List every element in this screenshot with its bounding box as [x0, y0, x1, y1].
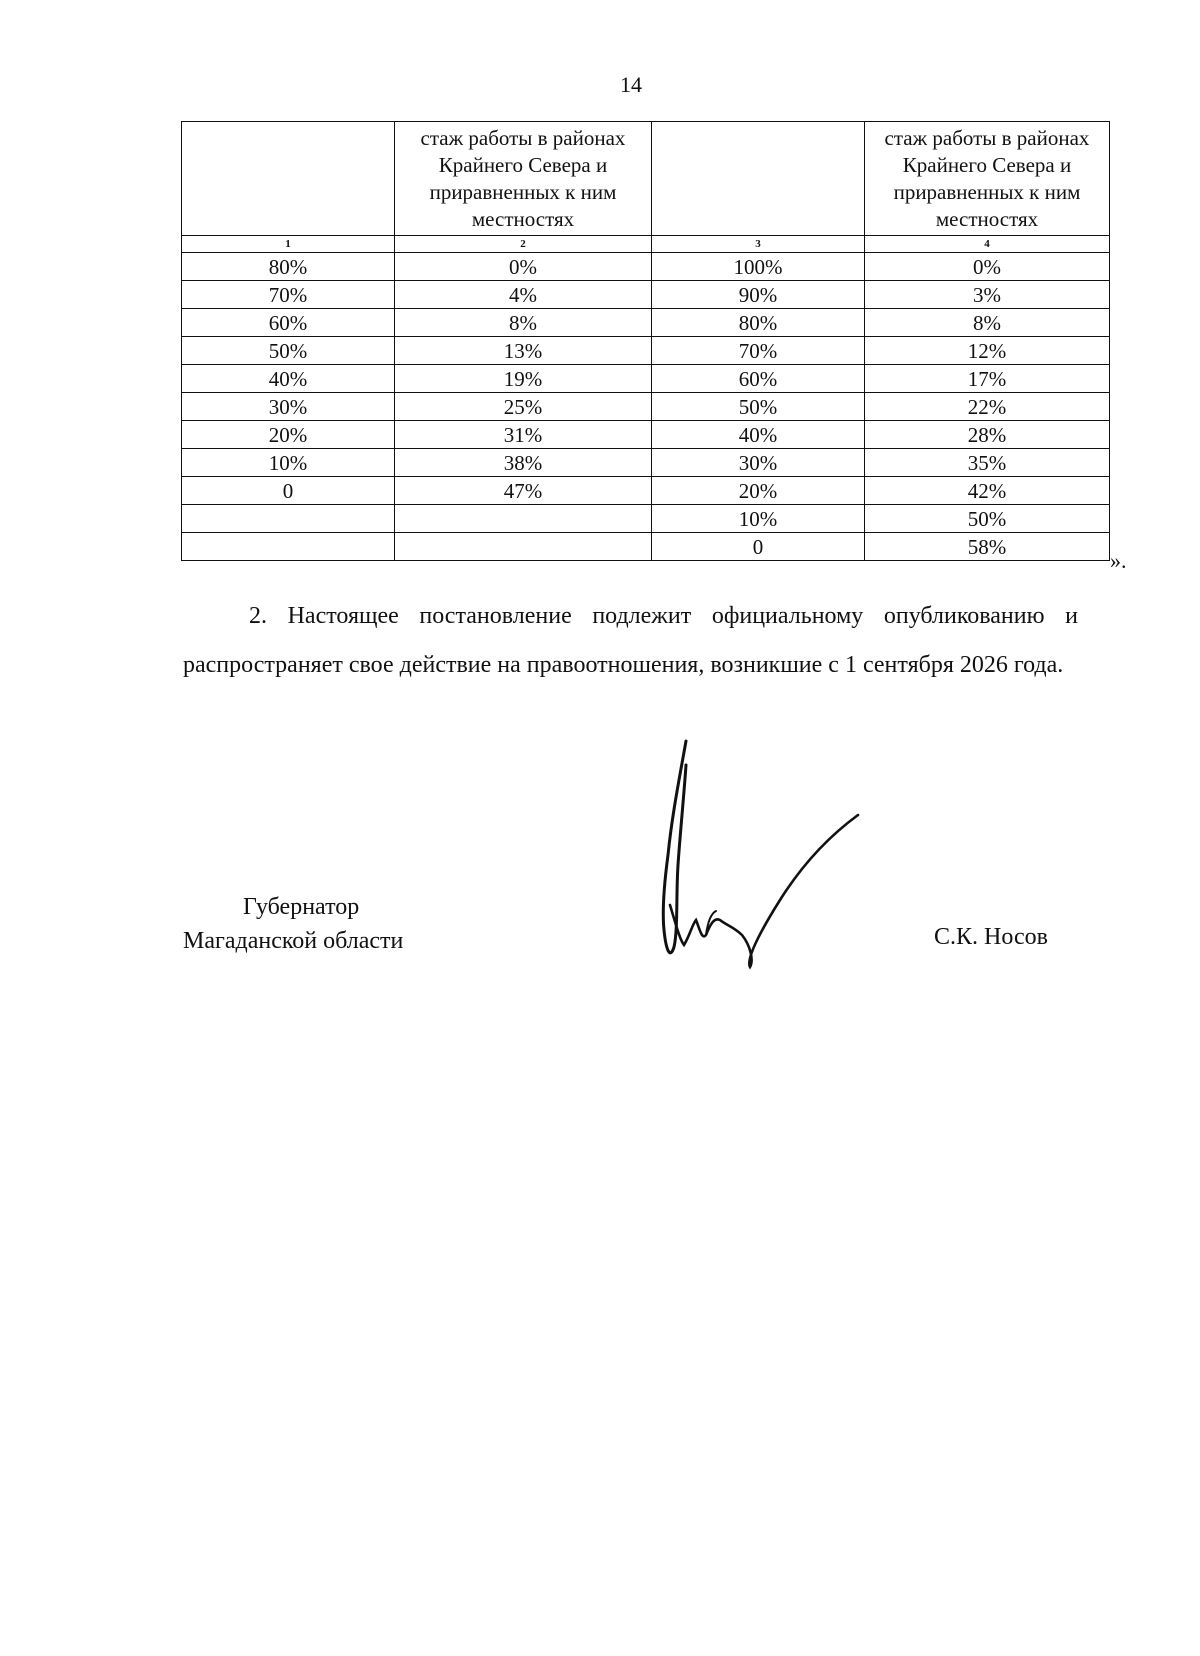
table-cell: 50% [652, 393, 865, 421]
table-cell: 17% [865, 365, 1110, 393]
table-cell: 0 [182, 477, 395, 505]
table-cell: 10% [182, 449, 395, 477]
table-cell: 30% [652, 449, 865, 477]
table-cell: 25% [395, 393, 652, 421]
table-cell: 42% [865, 477, 1110, 505]
table-cell: 50% [182, 337, 395, 365]
table-cell: 20% [182, 421, 395, 449]
table-cell: 13% [395, 337, 652, 365]
table-row [182, 421, 1110, 449]
table-cell: 80% [652, 309, 865, 337]
table-cell: 0% [395, 253, 652, 281]
table-cell [395, 533, 652, 561]
closing-quote: ». [1110, 548, 1127, 573]
table-cell: 8% [865, 309, 1110, 337]
table-cell: 28% [865, 421, 1110, 449]
handwritten-signature [650, 735, 890, 985]
table-cell: 31% [395, 421, 652, 449]
table-row [182, 309, 1110, 337]
table-cell: 12% [865, 337, 1110, 365]
table-row [182, 477, 1110, 505]
table-cell: 38% [395, 449, 652, 477]
header-cell-1 [182, 122, 395, 236]
table-row [182, 337, 1110, 365]
resolution-paragraph: 2. Настоящее постановление подлежит официальному опубликованию и распространяет свое действие на правоотношения, возникшие с 1 сентября 2026 года. [183, 603, 1078, 678]
table-row [182, 253, 1110, 281]
table-cell: 58% [865, 533, 1110, 561]
table-cell: 0 [652, 533, 865, 561]
table-row [182, 533, 1110, 561]
table-cell: 4% [395, 281, 652, 309]
signatory-title-line2: Магаданской области [183, 928, 404, 954]
table-cell: 10% [652, 505, 865, 533]
header-cell-2: стаж работы в районах Крайнего Севера и приравненных к ним местностях [395, 122, 652, 236]
table-row [182, 449, 1110, 477]
table-row [182, 505, 1110, 533]
table-cell: 22% [865, 393, 1110, 421]
table-cell: 70% [652, 337, 865, 365]
signatory-title-line1: Губернатор [243, 894, 360, 920]
table-cell: 20% [652, 477, 865, 505]
table-cell: 80% [182, 253, 395, 281]
table-cell: 30% [182, 393, 395, 421]
table-cell [395, 505, 652, 533]
coefficient-table [181, 121, 1110, 561]
header-cell-4: стаж работы в районах Крайнего Севера и приравненных к ним местностях [865, 122, 1110, 236]
column-number-4: 4 [865, 236, 1110, 253]
header-cell-3 [652, 122, 865, 236]
table-cell: 40% [652, 421, 865, 449]
table-cell: 90% [652, 281, 865, 309]
table-cell: 3% [865, 281, 1110, 309]
table-row [182, 281, 1110, 309]
table-header-row [182, 122, 1110, 236]
table-cell: 70% [182, 281, 395, 309]
column-number-1: 1 [182, 236, 395, 253]
table-cell: 40% [182, 365, 395, 393]
table-cell: 47% [395, 477, 652, 505]
table-row [182, 393, 1110, 421]
column-number-row [182, 236, 1110, 253]
table-cell: 60% [182, 309, 395, 337]
table-cell: 19% [395, 365, 652, 393]
page-number: 14 [620, 72, 642, 97]
signatory-title [183, 890, 403, 958]
table-cell: 35% [865, 449, 1110, 477]
table-cell [182, 505, 395, 533]
table-cell: 8% [395, 309, 652, 337]
signatory-name: С.К. Носов [934, 924, 1048, 950]
column-number-2: 2 [395, 236, 652, 253]
table-cell [182, 533, 395, 561]
table-cell: 0% [865, 253, 1110, 281]
table-row [182, 365, 1110, 393]
table-cell: 60% [652, 365, 865, 393]
table-cell: 100% [652, 253, 865, 281]
table-cell: 50% [865, 505, 1110, 533]
column-number-3: 3 [652, 236, 865, 253]
